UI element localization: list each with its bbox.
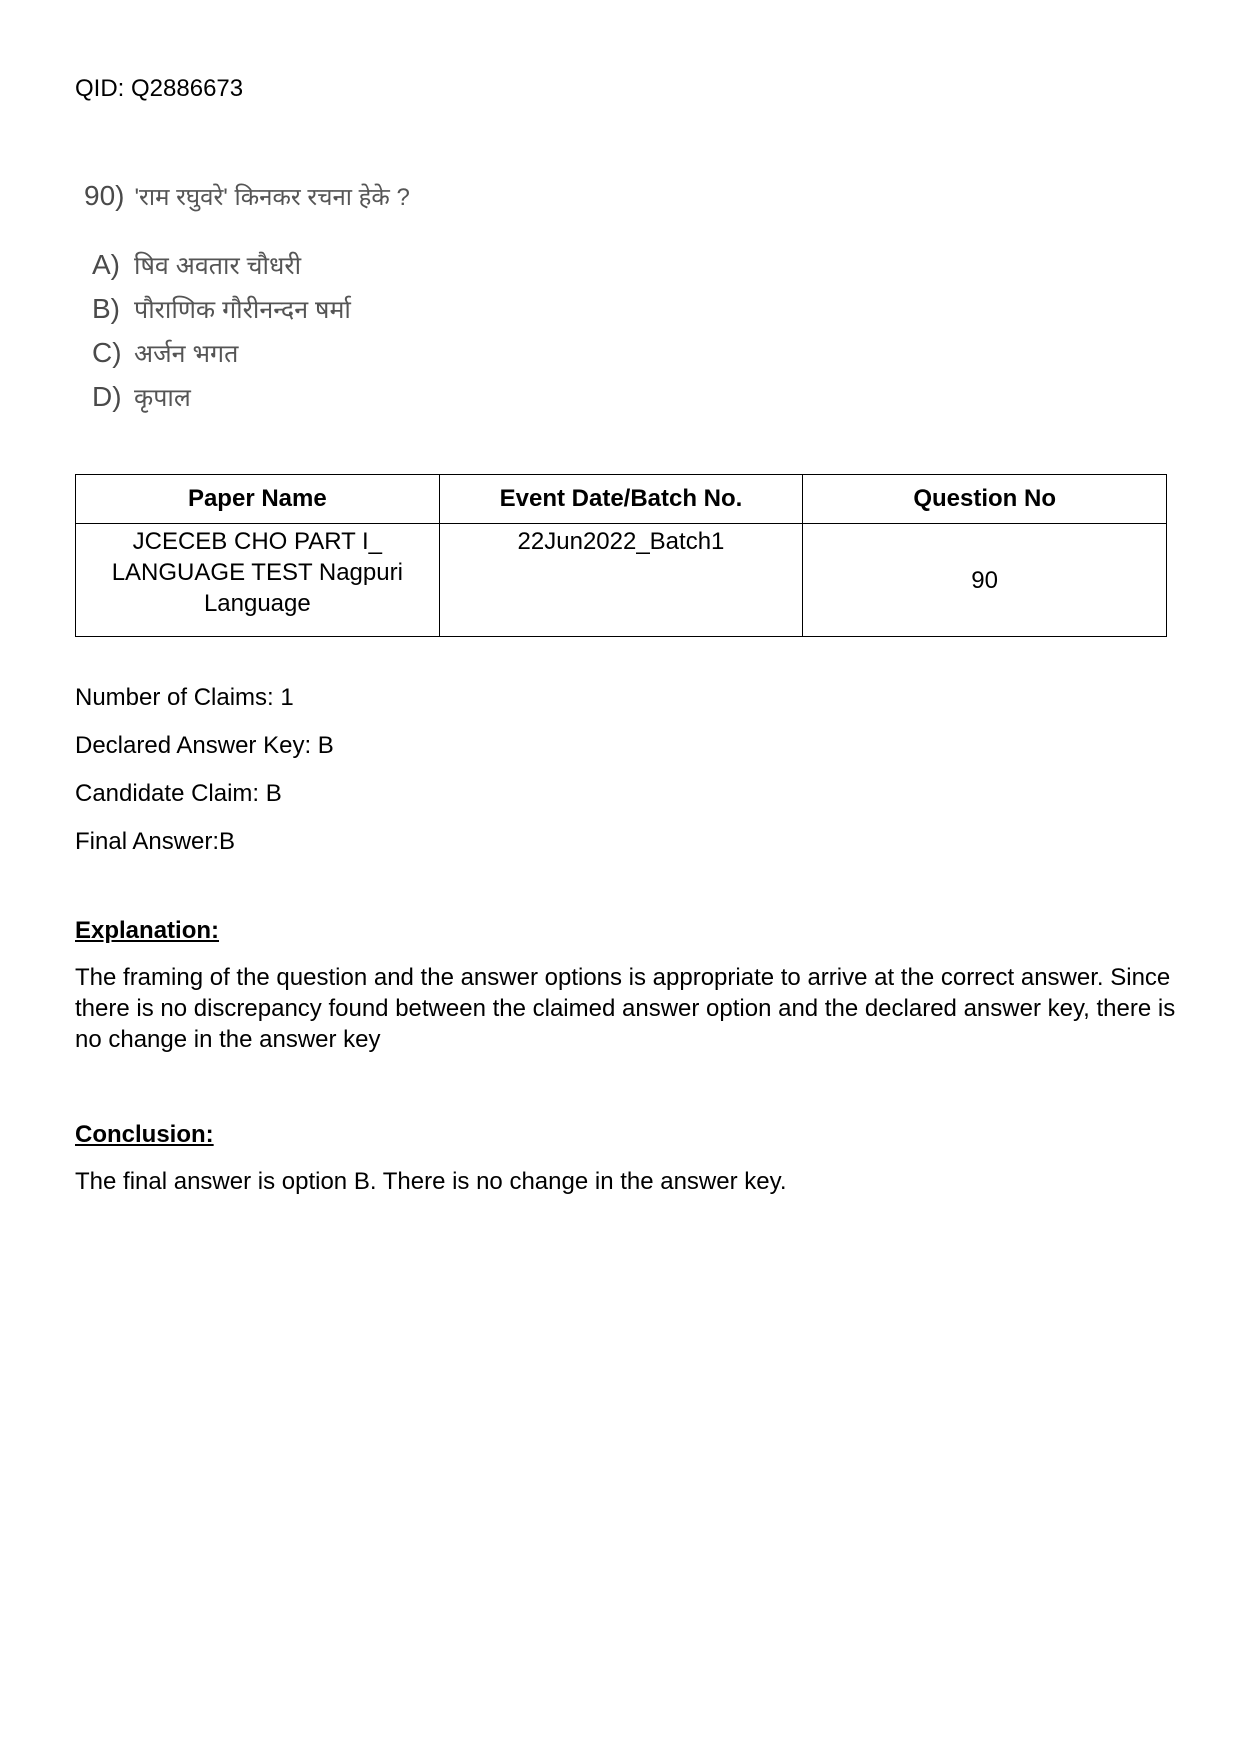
- explanation-body: The framing of the question and the answer options is appropriate to arrive at the correct answer. Since there is no discrepancy found between the claimed answer option and the declared answer key, there is no change in the answer key: [75, 964, 1176, 1053]
- option-text: कृपाल: [134, 384, 191, 412]
- option-d: [92, 380, 410, 424]
- header-paper-name: Paper Name: [76, 475, 440, 524]
- options-list: [92, 248, 410, 424]
- header-question-no: Question No: [803, 475, 1167, 524]
- header-event-date: Event Date/Batch No.: [439, 475, 803, 524]
- option-text: षिव अवतार चौधरी: [134, 252, 302, 280]
- question-text: 'राम रघुवरे' किनकर रचना हेके ?: [134, 184, 410, 211]
- option-text: अर्जन भगत: [134, 340, 239, 368]
- paper-info-table: [75, 474, 1167, 637]
- option-letter: C): [92, 337, 122, 368]
- option-letter: A): [92, 249, 120, 280]
- conclusion-heading: Conclusion:: [75, 1121, 214, 1148]
- question-block: [84, 176, 410, 424]
- option-c: [92, 336, 410, 380]
- option-letter: B): [92, 293, 120, 324]
- declared-answer-key: Declared Answer Key: B: [75, 732, 334, 759]
- candidate-claim: Candidate Claim: B: [75, 780, 282, 807]
- table-row: [76, 524, 1167, 637]
- question: [84, 176, 410, 218]
- option-b: [92, 292, 410, 336]
- cell-question-no: 90: [803, 524, 1167, 637]
- option-letter: D): [92, 381, 122, 412]
- number-of-claims: Number of Claims: 1: [75, 684, 294, 711]
- question-number: 90): [84, 180, 125, 211]
- cell-paper-name: JCECEB CHO PART I_ LANGUAGE TEST Nagpuri Language: [76, 524, 440, 637]
- qid-label: QID: Q2886673: [75, 75, 244, 102]
- claims-summary: [75, 683, 334, 875]
- final-answer: Final Answer:B: [75, 828, 236, 855]
- option-a: [92, 248, 410, 292]
- explanation-heading: Explanation:: [75, 917, 220, 944]
- cell-event-date: 22Jun2022_Batch1: [439, 524, 803, 637]
- option-text: पौराणिक गौरीनन्दन षर्मा: [134, 296, 351, 324]
- conclusion-body: The final answer is option B. There is no change in the answer key.: [75, 1168, 787, 1195]
- table-header-row: [76, 475, 1167, 524]
